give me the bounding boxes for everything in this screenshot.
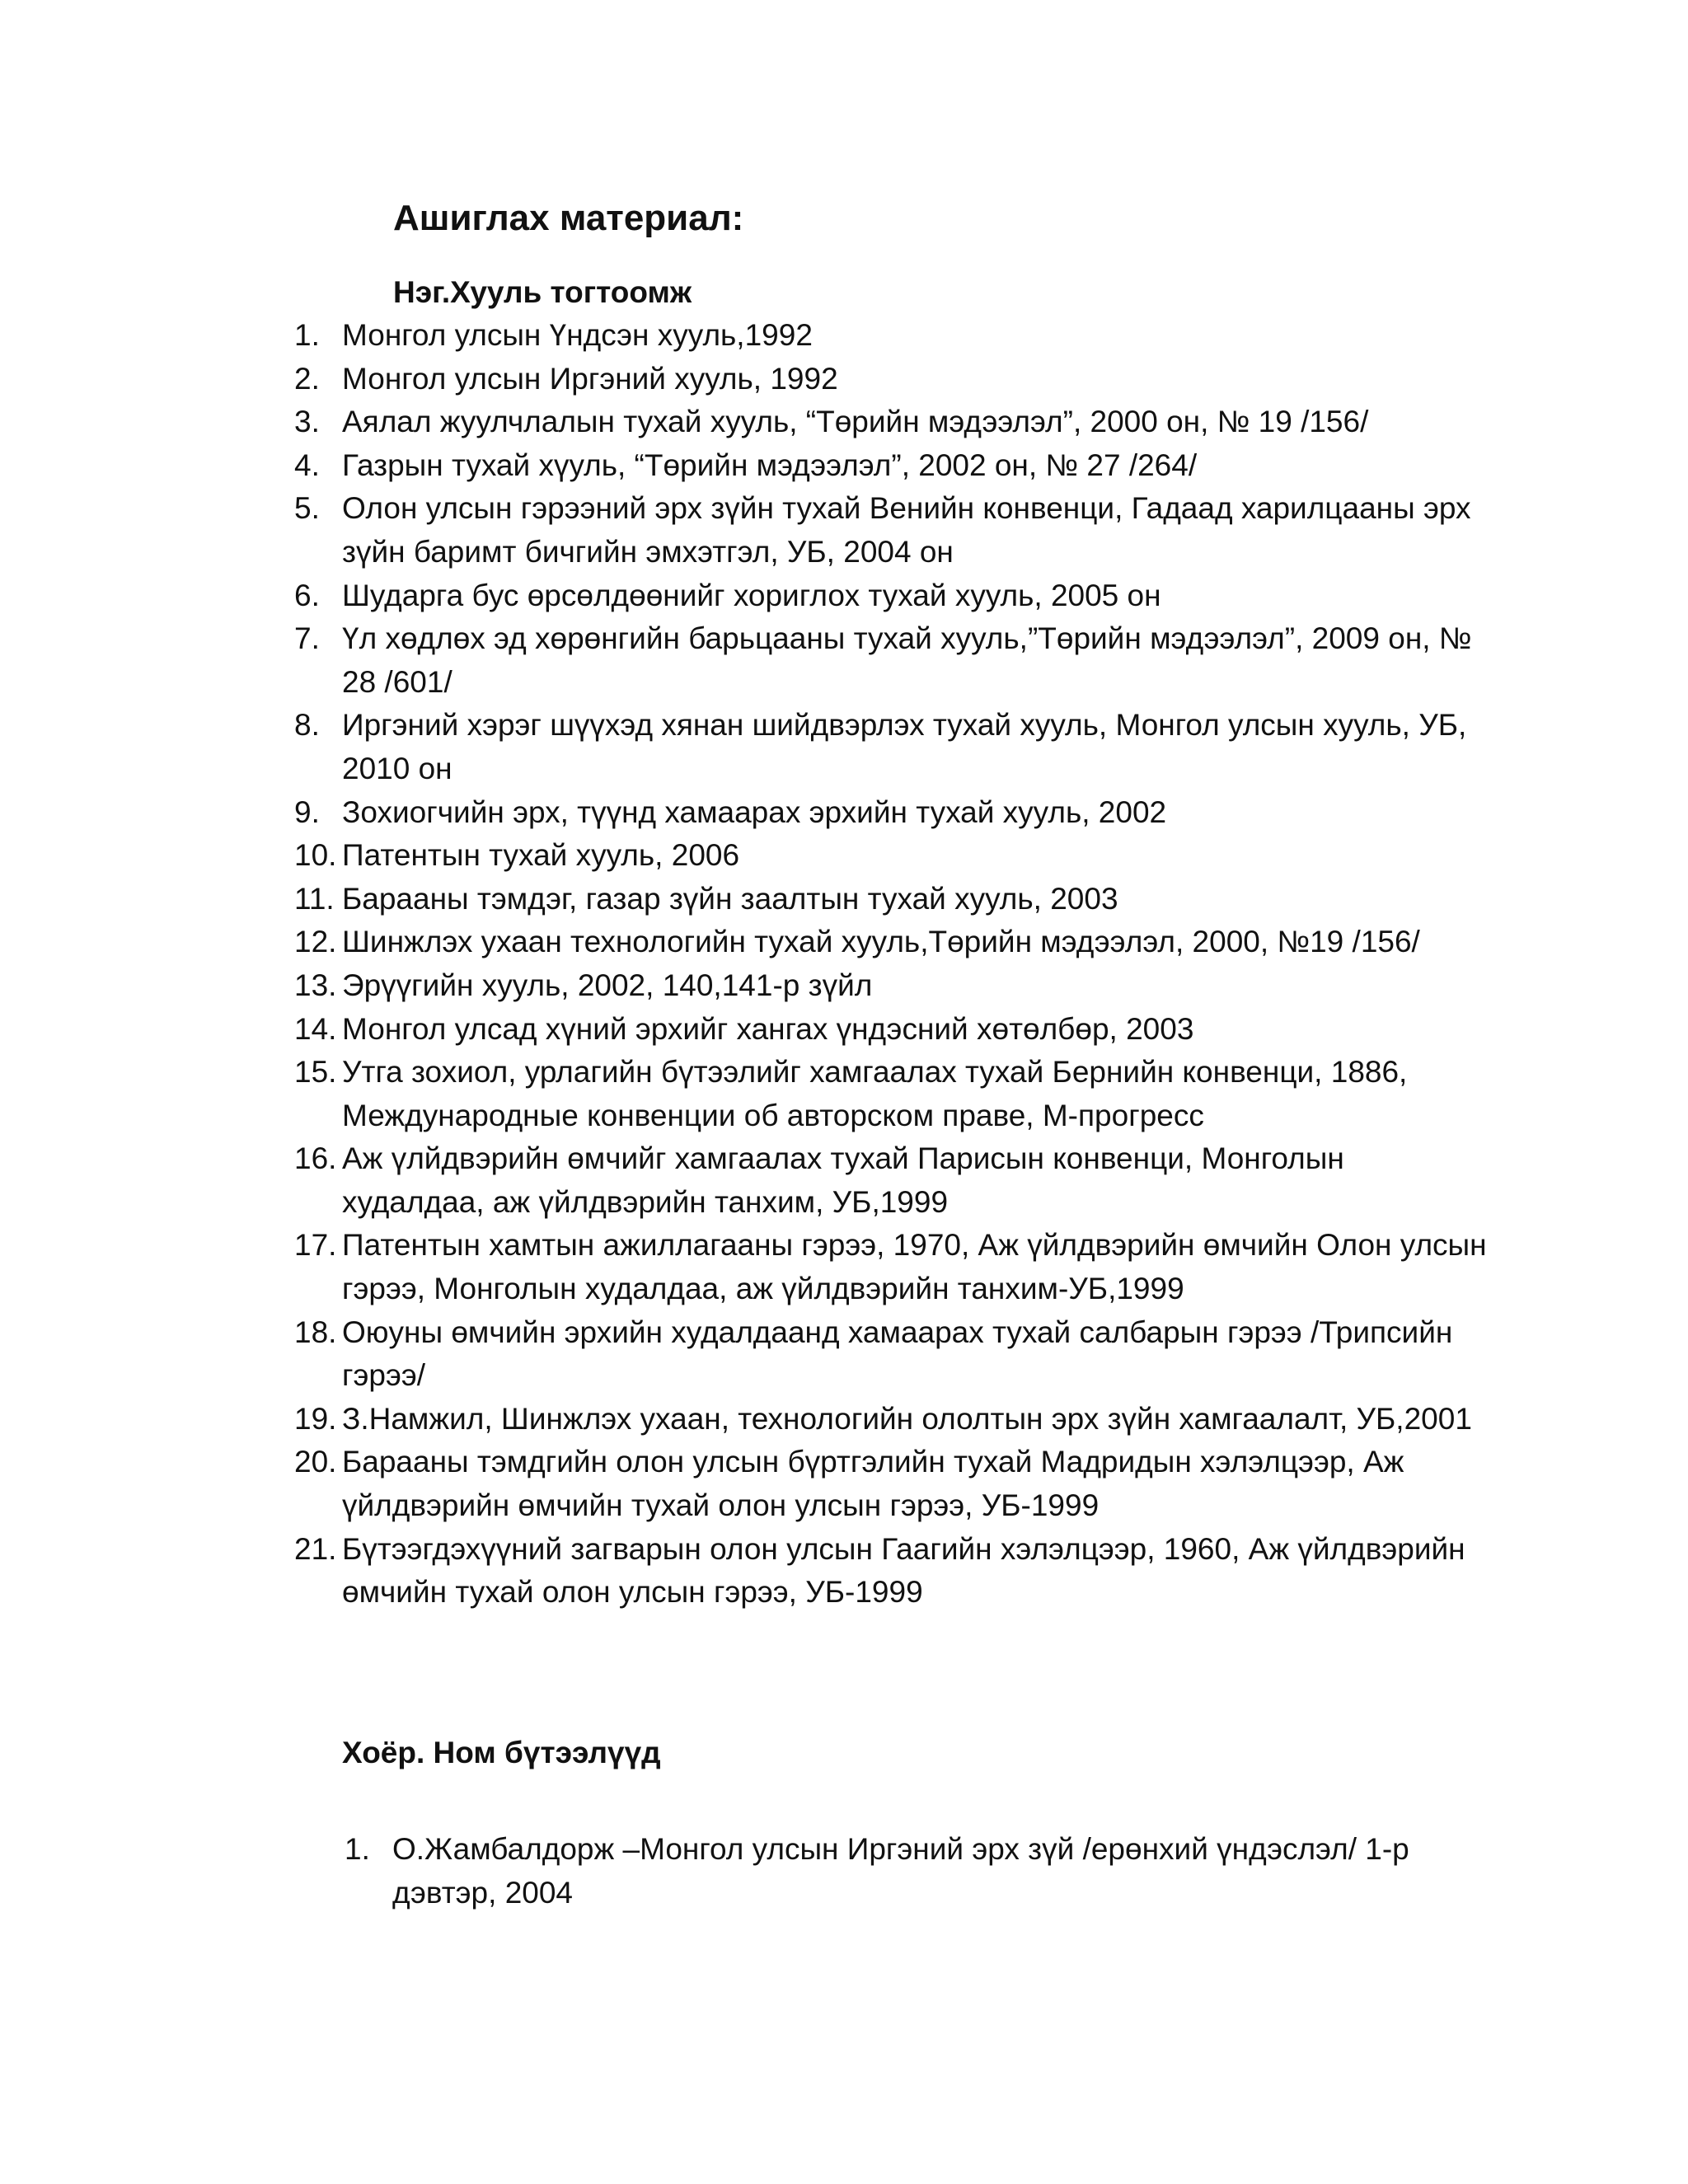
list-item-text: Эрүүгийн хууль, 2002, 140,141-р зүйл [342,968,873,1002]
list-item-number: 1. [294,318,320,352]
list-item-number: 1. [345,1832,370,1866]
list-item [294,878,1489,921]
list-item-number: 4. [294,448,320,482]
list-item [294,1398,1489,1441]
list-item-text: Монгол улсын Үндсэн хууль,1992 [342,318,813,352]
list-item-text: Оюуны өмчийн эрхийн худалдаанд хамаарах тухай салбарын гэрээ /Трипсийн гэрээ/ [342,1315,1453,1393]
list-item [294,791,1489,835]
list-item [294,314,1489,358]
list-item [294,1051,1489,1137]
list-item-text: Патентын тухай хууль, 2006 [342,838,740,873]
list-item-number: 15. [294,1055,337,1090]
list-item-text: Монгол улсад хүний эрхийг хангах үндэсний хөтөлбөр, 2003 [342,1011,1194,1046]
list-item-text: Аж үлйдвэрийн өмчийг хамгаалах тухай Парисын конвенци, Монголын худалдаа, аж үйлдвэрийн танхим, УБ,1999 [342,1141,1344,1219]
list-item-number: 5. [294,491,320,526]
list-item [294,574,1489,618]
list-item-number: 10. [294,838,337,873]
list-item-text: Утга зохиол, урлагийн бүтээлийг хамгаалах тухай Бернийн конвенци, 1886, Международные конвенции об авторском праве, М-прогресс [342,1055,1408,1132]
list-item-text: Олон улсын гэрээний эрх зүйн тухай Венийн конвенци, Гадаад харилцааны эрх зүйн баримт бичгийн эмхэтгэл, УБ, 2004 он [342,491,1471,569]
list-item-text: Аялал жуулчлалын тухай хууль, “Төрийн мэдээлэл”, 2000 он, № 19 /156/ [342,405,1369,439]
list-item [294,964,1489,1008]
list-item-text: Барааны тэмдгийн олон улсын бүртгэлийн тухай Мадридын хэлэлцээр, Аж үйлдвэрийн өмчийн тухай олон улсын гэрээ, УБ-1999 [342,1445,1404,1523]
list-item [294,1311,1489,1398]
list-item [294,1528,1489,1615]
list-item [294,921,1489,964]
list-item-number: 13. [294,968,337,1002]
list-item-number: 3. [294,405,320,439]
list-item-text: Иргэний хэрэг шүүхэд хянан шийдвэрлэх тухай хууль, Монгол улсын хууль, УБ, 2010 он [342,708,1467,785]
list-item [294,1008,1489,1052]
list-item-text: Бүтээгдэхүүний загварын олон улсын Гаагийн хэлэлцээр, 1960, Аж үйлдвэрийн өмчийн тухай олон улсын гэрээ, УБ-1999 [342,1531,1465,1610]
list-item-number: 14. [294,1011,337,1046]
list-item-number: 9. [294,794,320,829]
list-item-number: 20. [294,1445,337,1479]
list-item [345,1828,1482,1915]
list-item [294,834,1489,878]
books-list [345,1828,1482,1915]
list-item-text: Үл хөдлөх эд хөрөнгийн барьцааны тухай хууль,”Төрийн мэдээлэл”, 2009 он, № 28 /601/ [342,621,1472,699]
list-item-number: 17. [294,1228,337,1263]
page-title: Ашиглах материал: [393,198,744,238]
list-item [294,487,1489,574]
list-item-text: О.Жамбалдорж –Монгол улсын Иргэний эрх зүй /ерөнхий үндэслэл/ 1-р дэвтэр, 2004 [392,1832,1409,1910]
list-item-number: 2. [294,361,320,396]
list-item-text: Барааны тэмдэг, газар зүйн заалтын тухай хууль, 2003 [342,881,1118,916]
laws-list [294,314,1489,1615]
list-item [294,1224,1489,1310]
list-item-number: 8. [294,708,320,743]
list-item-number: 6. [294,578,320,612]
list-item-text: Шударга бус өрсөлдөөнийг хориглох тухай хууль, 2005 он [342,578,1161,612]
list-item-number: 19. [294,1401,337,1436]
list-item-text: Патентын хамтын ажиллагааны гэрээ, 1970, Аж үйлдвэрийн өмчийн Олон улсын гэрээ, Монголын худалдаа, аж үйлдвэрийн танхим-УБ,1999 [342,1228,1487,1306]
section-heading-books: Хоёр. Ном бүтээлүүд [342,1736,661,1769]
list-item-number: 11. [294,881,335,916]
list-item-text: Газрын тухай хүуль, “Төрийн мэдээлэл”, 2002 он, № 27 /264/ [342,448,1198,482]
list-item [294,1441,1489,1527]
list-item [294,358,1489,401]
list-item-text: Монгол улсын Иргэний хууль, 1992 [342,361,838,396]
list-item [294,1137,1489,1224]
list-item [294,401,1489,444]
list-item-number: 18. [294,1315,337,1349]
list-item-text: З.Намжил, Шинжлэх ухаан, технологийн ололтын эрх зүйн хамгаалалт, УБ,2001 [342,1401,1472,1436]
list-item-number: 12. [294,925,337,959]
list-item [294,704,1489,790]
list-item-number: 16. [294,1141,337,1176]
list-item-text: Шинжлэх ухаан технологийн тухай хууль,Төрийн мэдээлэл, 2000, №19 /156/ [342,925,1420,959]
list-item [294,444,1489,488]
section-heading-laws: Нэг.Хууль тогтоомж [393,275,692,309]
list-item-number: 21. [294,1531,337,1566]
list-item-text: Зохиогчийн эрх, түүнд хамаарах эрхийн тухай хууль, 2002 [342,794,1167,829]
list-item-number: 7. [294,621,320,656]
list-item [294,617,1489,704]
